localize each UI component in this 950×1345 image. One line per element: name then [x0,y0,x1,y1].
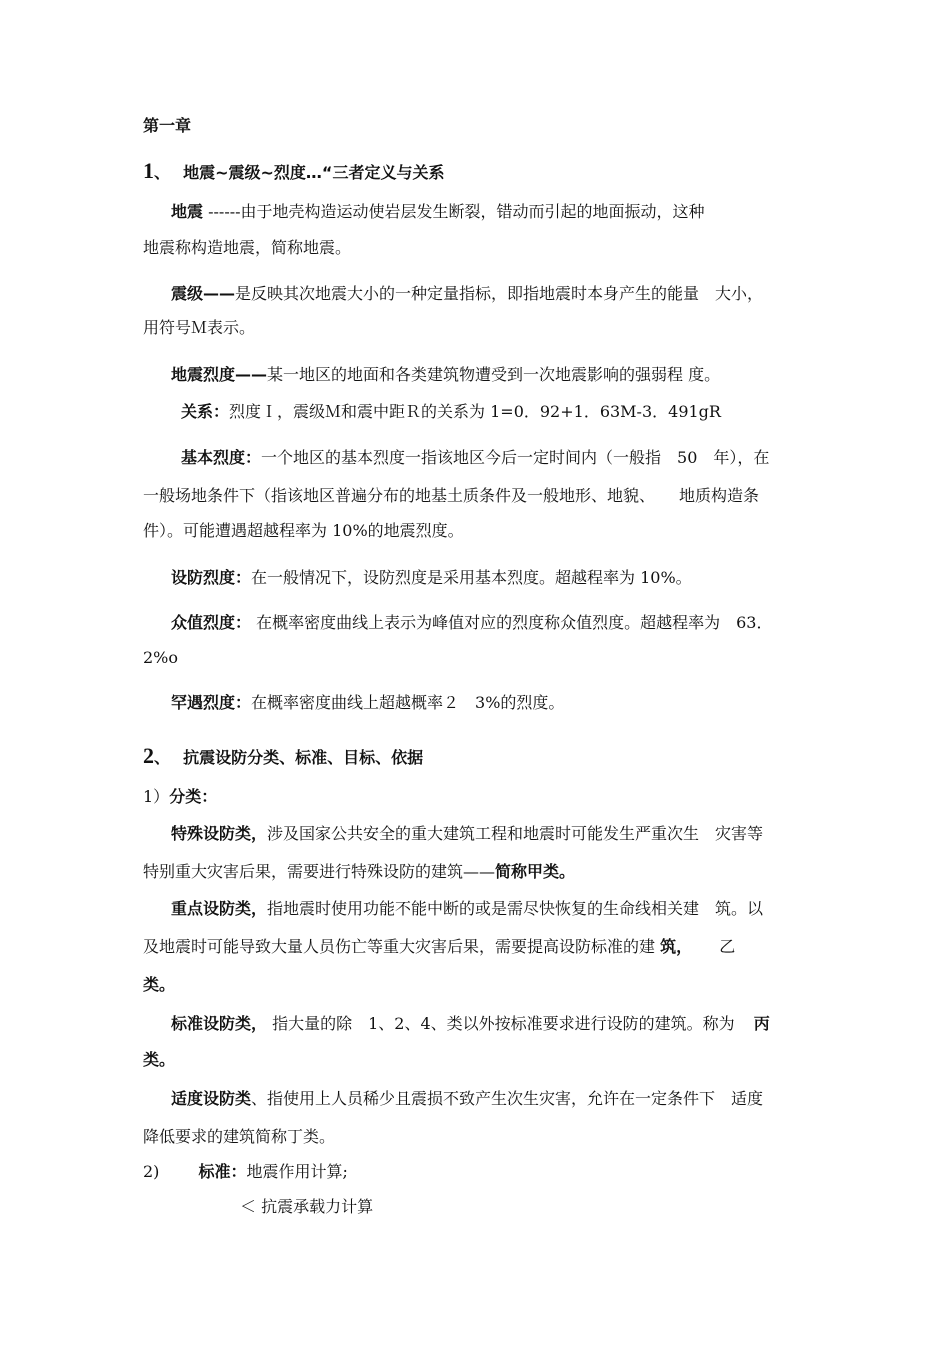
term-teshu: 特殊设防类， [171,824,268,843]
jiben-line-1 [181,447,769,469]
term-dash: ------ [208,202,241,221]
section-number: 1 [143,158,154,183]
sub-text: 地震作用计算; [246,1162,348,1181]
term-liedu: 地震烈度—— [171,365,268,384]
paragraph-text: 及地震时可能导致大量人员伤亡等重大灾害后果，需要提高设防标准的建 [143,937,656,956]
biaozhun-line-2: 类。 [143,1050,176,1069]
section-number: 2 [143,743,154,768]
term-zhongdian: 重点设防类， [171,899,268,918]
term-bing: 丙 [753,1014,770,1033]
jiben-line-2: 一般场地条件下（指该地区普遍分布的地基土质条件及一般地形、地貌、 地质构造条 [143,486,760,505]
section-2-heading [143,745,423,769]
zhongzhi-line-1 [171,612,772,634]
sub-1-heading [143,786,217,808]
dizhen-line-2: 地震称构造地震，简称地震。 [143,238,352,257]
teshu-line-1 [171,823,763,845]
term-hanyu: 罕遇烈度： [171,693,252,712]
sub-label: 2) [143,1162,160,1181]
paragraph-text: 涉及国家公共安全的重大建筑工程和地震时可能发生严重次生 灾害等 [267,824,764,843]
shidu-line-2: 降低要求的建筑简称丁类。 [143,1127,336,1146]
biaozhun-line-1 [171,1013,770,1035]
sub-label: 1） [143,787,170,806]
term-zhenji: 震级—— [171,284,236,303]
term-yi: 乙 [719,937,736,956]
hanyu-line-1 [171,692,564,714]
paragraph-text: 在概率密度曲线上超越概率２ 3%的烈度。 [251,693,565,712]
paragraph-text: 是反映其次地震大小的一种定量指标，即指地震时本身产生的能量 大小， [235,284,764,303]
liedu-line-1 [171,364,720,386]
term-dizhen: 地震 [171,202,204,221]
paragraph-text: 一个地区的基本烈度一指该地区今后一定时间内（一般指 50 年），在 [261,448,770,467]
term-shidu: 适度设防类 [171,1089,252,1108]
teshu-line-2 [143,861,575,883]
term-biaozhun: 标准设防类， [171,1014,268,1033]
zhenji-line-1 [171,283,763,305]
section-1-heading [143,160,444,184]
paragraph-text: 指地震时使用功能不能中断的或是需尽快恢复的生命线相关建 筑。以 [267,899,764,918]
term-guanxi: 关系： [181,402,230,421]
paragraph-text: 烈度Ｉ，震级Ｍ和震中距Ｒ的关系为 1=0．92+1．63M-3．491gR [229,402,721,421]
term-shefang: 设防烈度： [171,568,252,587]
shidu-line-1 [171,1088,763,1110]
section-title: 抗震设防分类、标准、目标、依据 [183,748,424,767]
paragraph-text: 在一般情况下，设防烈度是采用基本烈度。超越程率为 10%。 [251,568,692,587]
paragraph-text: 特别重大灾害后果，需要进行特殊设防的建筑—— [143,862,496,881]
zhenji-line-2: 用符号Ｍ表示。 [143,318,256,337]
term-zhu: 筑， [660,937,693,956]
paragraph-text: 由于地壳构造运动使岩层发生断裂，错动而引起的地面振动，这种 [240,202,705,221]
sub-2-heading [143,1161,348,1183]
section-separator: 、 [154,748,171,767]
paragraph-text: 在概率密度曲线上表示为峰值对应的烈度称众值烈度。超越程率为 63． [256,613,773,632]
dizhen-line-1 [171,201,705,223]
term-jialei: 简称甲类。 [495,862,576,881]
zhongdian-line-2 [143,936,735,958]
paragraph-text: 指大量的除 1、2、4、类以外按标准要求进行设防的建筑。称为 [272,1014,735,1033]
sub-term: 标准： [198,1162,247,1181]
zhongdian-line-1 [171,898,763,920]
section-separator: 、 [154,163,171,182]
sub-2-item: ＜ 抗震承载力计算 [240,1197,374,1216]
term-zhongzhi: 众值烈度： [171,613,252,632]
zhongzhi-line-2: 2%o [143,648,179,667]
jiben-line-3: 件）。可能遭遇超越程率为 10%的地震烈度。 [143,521,464,540]
shefang-line-1 [171,567,692,589]
paragraph-text: 某一地区的地面和各类建筑物遭受到一次地震影响的强弱程 度。 [267,365,721,384]
section-title: 地震~震级~烈度…“三者定义与关系 [183,163,445,182]
zhongdian-line-3: 类。 [143,975,176,994]
sub-term: 分类： [169,787,218,806]
chapter-heading: 第一章 [143,116,192,135]
term-jiben: 基本烈度： [181,448,262,467]
paragraph-text: 、指使用上人员稀少且震损不致产生次生灾害，允许在一定条件下 适度 [251,1089,764,1108]
guanxi-line-1 [181,401,721,423]
